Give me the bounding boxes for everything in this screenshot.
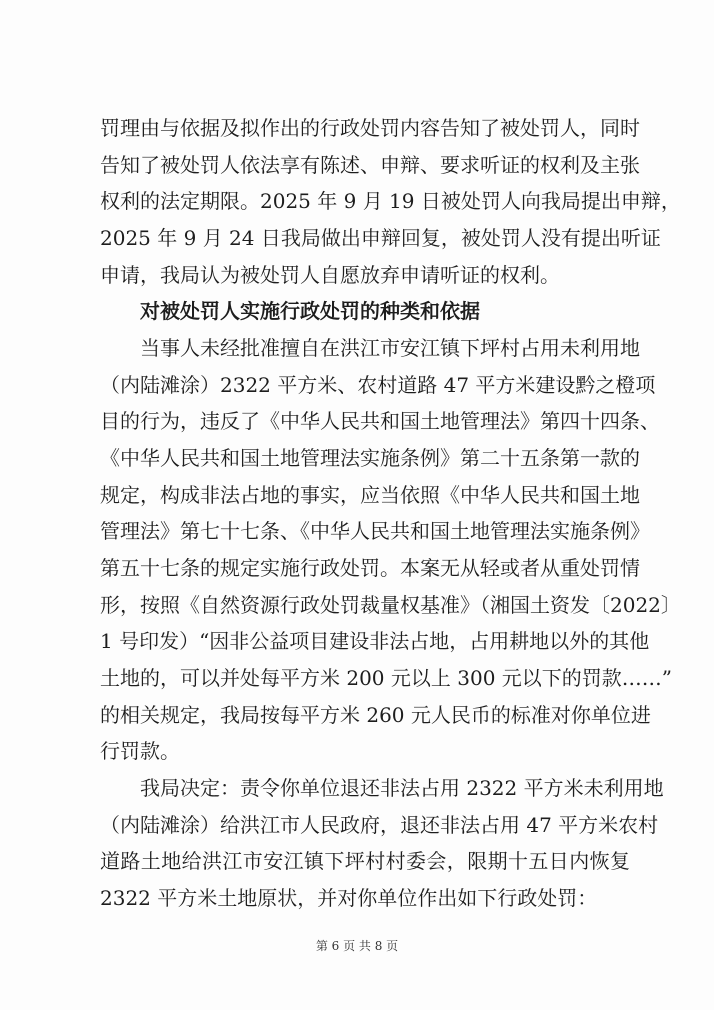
paragraph-3-line-1: 我局决定：责令你单位退还非法占用 2322 平方米未利用地 [140,776,664,800]
paragraph-1-line-4: 2025 年 9 月 24 日我局做出申辩回复，被处罚人没有提出听证 [100,226,661,250]
page-number-footer: 第 6 页 共 8 页 [315,939,399,953]
paragraph-3-line-2: （内陆滩涂）给洪江市人民政府，退还非法占用 47 平方米农村 [100,813,659,837]
section-heading: 对被处罚人实施行政处罚的种类和依据 [140,299,480,323]
paragraph-2-line-10: 土地的，可以并处每平方米 200 元以上 300 元以下的罚款……” [100,666,673,690]
paragraph-2-line-5: 规定，构成非法占地的事实，应当依照《中华人民共和国土地 [100,483,640,507]
paragraph-2-line-7: 第五十七条的规定实施行政处罚。本案无从轻或者从重处罚情 [100,556,640,580]
paragraph-1-line-5: 申请，我局认为被处罚人自愿放弃申请听证的权利。 [100,263,560,287]
paragraph-2-line-8: 形，按照《自然资源行政处罚裁量权基准》（湘国土资发〔2022〕 [100,593,681,617]
paragraph-1-line-3: 权利的法定期限。2025 年 9 月 19 日被处罚人向我局提出申辩， [100,189,681,213]
paragraph-2-line-6: 管理法》第七十七条、《中华人民共和国土地管理法实施条例》 [100,519,650,543]
paragraph-1-line-2: 告知了被处罚人依法享有陈述、申辩、要求听证的权利及主张 [100,153,640,177]
paragraph-2-line-12: 行罚款。 [100,739,180,763]
paragraph-3-line-4: 2322 平方米土地原状，并对你单位作出如下行政处罚： [100,886,598,910]
paragraph-2-line-9: 1 号印发）“因非公益项目建设非法占地，占用耕地以外的其他 [100,629,650,653]
paragraph-2-line-2: （内陆滩涂）2322 平方米、农村道路 47 平方米建设黔之橙项 [100,373,656,397]
paragraph-2-line-1: 当事人未经批准擅自在洪江市安江镇下坪村占用未利用地 [140,336,640,360]
paragraph-2-line-3: 目的行为，违反了《中华人民共和国土地管理法》第四十四条、 [100,409,660,433]
paragraph-1-line-1: 罚理由与依据及拟作出的行政处罚内容告知了被处罚人，同时 [100,116,640,140]
paragraph-3-line-3: 道路土地给洪江市安江镇下坪村村委会，限期十五日内恢复 [100,849,630,873]
paragraph-2-line-11: 的相关规定，我局按每平方米 260 元人民币的标准对你单位进 [100,703,651,727]
paragraph-2-line-4: 《中华人民共和国土地管理法实施条例》第二十五条第一款的 [100,446,640,470]
